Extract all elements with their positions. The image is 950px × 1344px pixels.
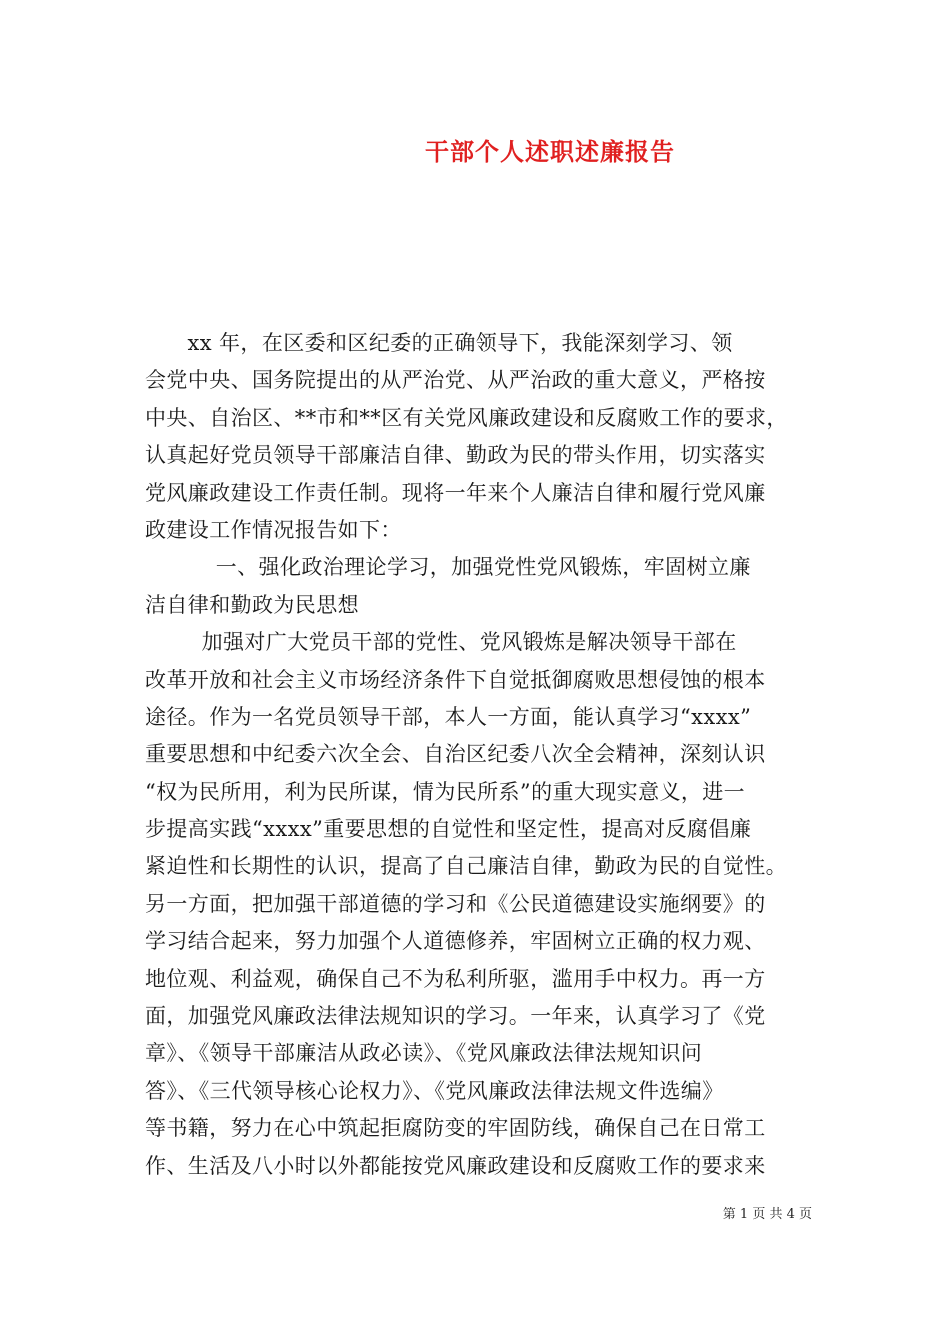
paragraph-line: 党风廉政建设工作责任制。现将一年来个人廉洁自律和履行党风廉 [145, 480, 766, 505]
paragraph-line: 作、生活及八小时以外都能按党风廉政建设和反腐败工作的要求来 [145, 1153, 766, 1178]
paragraph-line: 答》、《三代领导核心论权力》、《党风廉政法律法规文件选编》 [145, 1078, 724, 1103]
paragraph-line: 地位观、利益观，确保自己不为私利所驱，滥用手中权力。再一方 [145, 966, 766, 991]
paragraph-line: 改革开放和社会主义市场经济条件下自觉抵御腐败思想侵蚀的根本 [145, 667, 766, 692]
paragraph-line: 会党中央、国务院提出的从严治党、从严治政的重大意义，严格按 [145, 368, 766, 393]
paragraph-line: 等书籍，努力在心中筑起拒腐防变的牢固防线，确保自己在日常工 [145, 1116, 766, 1141]
document-body [145, 325, 810, 1185]
paragraph-line: 政建设工作情况报告如下： [145, 517, 402, 542]
paragraph-line: 学习结合起来，努力加强个人道德修养，牢固树立正确的权力观、 [145, 929, 766, 954]
paragraph-line: “权为民所用，利为民所谋，情为民所系”的重大现实意义，进一 [145, 779, 746, 804]
paragraph-line: 紧迫性和长期性的认识，提高了自己廉洁自律，勤政为民的自觉性。 [145, 854, 787, 879]
paragraph-line: 重要思想和中纪委六次全会、自治区纪委八次全会精神，深刻认识 [145, 742, 766, 767]
document-title: 干部个人述职述廉报告 [425, 137, 675, 166]
paragraph-line: 步提高实践“xxxx”重要思想的自觉性和坚定性，提高对反腐倡廉 [145, 817, 752, 842]
paragraph-line: 认真起好党员领导干部廉洁自律、勤政为民的带头作用，切实落实 [145, 443, 766, 468]
section-heading-line: 洁自律和勤政为民思想 [145, 592, 359, 617]
paragraph-line: 加强对广大党员干部的党性、党风锻炼是解决领导干部在 [145, 630, 737, 655]
paragraph-line: 中央、自治区、**市和**区有关党风廉政建设和反腐败工作的要求， [145, 405, 788, 430]
paragraph-line: 面，加强党风廉政法律法规知识的学习。一年来，认真学习了《党 [145, 1004, 766, 1029]
paragraph-line: xx 年，在区委和区纪委的正确领导下，我能深刻学习、领 [145, 331, 733, 355]
paragraph-line: 章》、《领导干部廉洁从政必读》、《党风廉政法律法规知识问 [145, 1041, 703, 1066]
page-number-footer: 第 1 页 共 4 页 [722, 1207, 812, 1222]
paragraph-line: 另一方面，把加强干部道德的学习和《公民道德建设实施纲要》的 [145, 891, 766, 916]
section-heading-line: 一、强化政治理论学习，加强党性党风锻炼，牢固树立廉 [145, 555, 751, 580]
paragraph-line: 途径。作为一名党员领导干部，本人一方面，能认真学习“xxxx” [145, 704, 752, 729]
